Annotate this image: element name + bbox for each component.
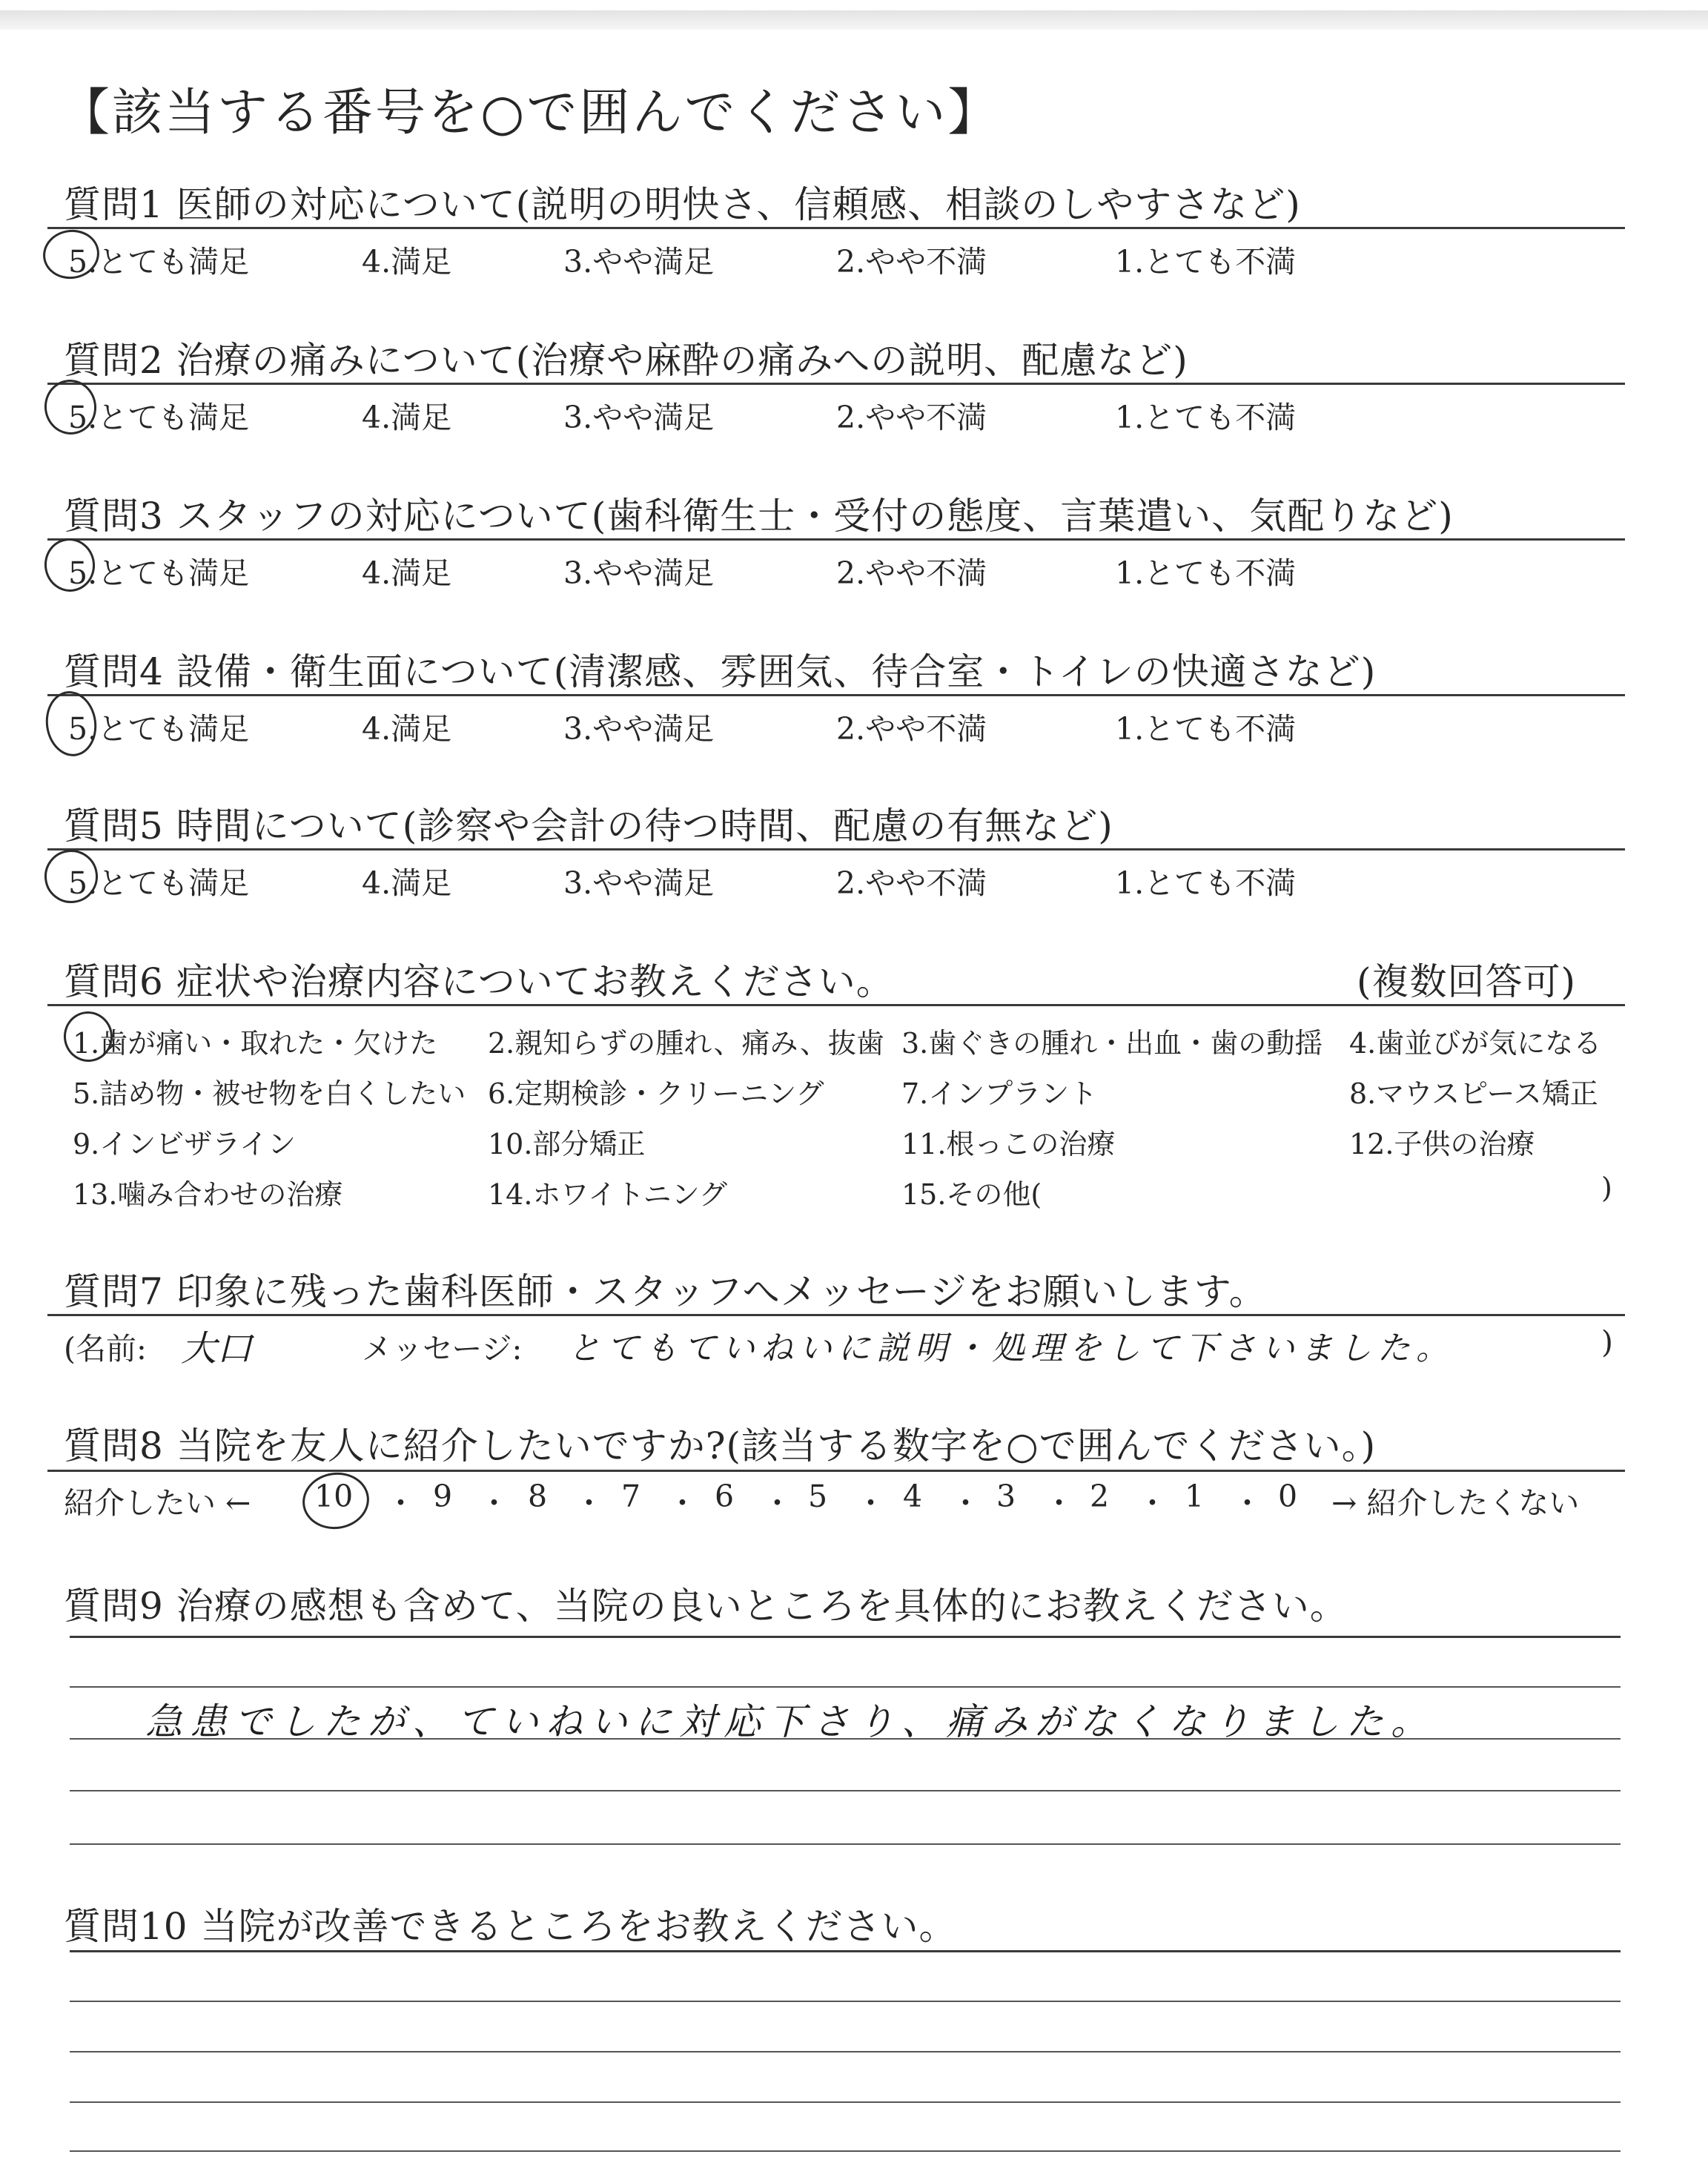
q8-scale-2[interactable]: 2 (1090, 1479, 1110, 1514)
question-3-title: 質問3 スタッフの対応について(歯科衛生士・受付の態度、言葉遣い、気配りなど) (64, 495, 1454, 538)
question-4-title: 質問4 設備・衛生面について(清潔感、雰囲気、待合室・トイレの快適さなど) (64, 650, 1377, 693)
q4-option-3[interactable]: 3.やや満足 (563, 711, 715, 747)
q6-item-15[interactable]: 15.その他( (901, 1178, 1042, 1211)
q5-option-2[interactable]: 2.やや不満 (836, 865, 987, 901)
q2-option-1[interactable]: 1.とても不満 (1115, 400, 1297, 435)
q6-item-7[interactable]: 7.インプラント (901, 1077, 1098, 1110)
q6-item-13[interactable]: 13.噛み合わせの治療 (73, 1178, 343, 1211)
q5-option-4[interactable]: 4.満足 (362, 865, 452, 901)
q1-option-1[interactable]: 1.とても不満 (1115, 244, 1297, 280)
q4-option-2[interactable]: 2.やや不満 (836, 711, 987, 747)
q10-answer-line-5 (70, 2150, 1621, 2152)
question-7-title: 質問7 印象に残った歯科医師・スタッフへメッセージをお願いします。 (64, 1270, 1267, 1313)
question-6-note: (複数回答可) (1357, 960, 1577, 1003)
q8-scale-6[interactable]: 6 (715, 1479, 735, 1514)
q8-scale-9[interactable]: 9 (433, 1479, 453, 1514)
q8-dot: ・ (1044, 1485, 1074, 1521)
q9-answer-line-5 (70, 1843, 1621, 1845)
q8-dot: ・ (762, 1485, 792, 1521)
question-2-rule (47, 383, 1625, 385)
page-heading: 【該当する番号を○で囲んでください】 (59, 84, 1001, 142)
question-5-title: 質問5 時間について(診察や会計の待つ時間、配慮の有無など) (64, 805, 1113, 848)
q6-item-6[interactable]: 6.定期検診・クリーニング (488, 1077, 824, 1110)
q8-dot: ・ (385, 1485, 416, 1521)
question-9-title: 質問9 治療の感想も含めて、当院の良いところを具体的にお教えください。 (64, 1585, 1348, 1628)
q4-option-1[interactable]: 1.とても不満 (1115, 711, 1297, 747)
q10-answer-line-2 (70, 2001, 1621, 2002)
q7-message-value[interactable]: とてもていねいに説明・処理をして下さいました。 (568, 1330, 1454, 1367)
q5-option-3[interactable]: 3.やや満足 (563, 865, 715, 901)
q8-scale-1[interactable]: 1 (1185, 1479, 1205, 1514)
q10-answer-line-4 (70, 2101, 1621, 2103)
q8-dot: ・ (1232, 1485, 1262, 1521)
q7-name-value[interactable]: 大口 (181, 1328, 253, 1370)
question-2-title: 質問2 治療の痛みについて(治療や麻酔の痛みへの説明、配慮など) (64, 339, 1188, 382)
q6-item-5[interactable]: 5.詰め物・被せ物を白くしたい (73, 1077, 466, 1110)
q8-dot: ・ (1137, 1485, 1168, 1521)
q1-option-5[interactable]: 5.とても満足 (68, 244, 250, 280)
q9-answer-line-1 (70, 1636, 1621, 1638)
q6-other-close: ) (1601, 1172, 1612, 1204)
q6-item-14[interactable]: 14.ホワイトニング (488, 1178, 728, 1211)
q3-option-5[interactable]: 5.とても満足 (68, 555, 250, 591)
question-7-rule (47, 1314, 1625, 1316)
question-1-rule (47, 227, 1625, 229)
q2-option-2[interactable]: 2.やや不満 (836, 400, 987, 435)
q9-answer-line-2 (70, 1686, 1621, 1688)
q7-close: ) (1601, 1324, 1613, 1360)
q6-item-9[interactable]: 9.インビザライン (73, 1128, 297, 1160)
q7-name-label: (名前: (64, 1331, 147, 1367)
q5-option-1[interactable]: 1.とても不満 (1115, 865, 1297, 901)
q6-item-1[interactable]: 1.歯が痛い・取れた・欠けた (73, 1027, 438, 1060)
question-6-title: 質問6 症状や治療内容についてお教えください。 (64, 960, 894, 1003)
q8-scale-10[interactable]: 10 (314, 1479, 354, 1514)
q1-option-4[interactable]: 4.満足 (362, 244, 452, 280)
q8-scale-7[interactable]: 7 (621, 1479, 641, 1514)
q3-option-2[interactable]: 2.やや不満 (836, 555, 987, 591)
q5-option-5[interactable]: 5.とても満足 (68, 865, 250, 901)
q8-dot: ・ (950, 1485, 981, 1521)
q7-message-label: メッセージ: (362, 1331, 523, 1367)
q3-option-3[interactable]: 3.やや満足 (563, 555, 715, 591)
q8-dot: ・ (855, 1485, 886, 1521)
q8-scale-4[interactable]: 4 (903, 1479, 923, 1514)
q8-scale-0[interactable]: 0 (1278, 1479, 1298, 1514)
q3-option-1[interactable]: 1.とても不満 (1115, 555, 1297, 591)
question-10-title: 質問10 当院が改善できるところをお教えください。 (64, 1905, 957, 1948)
q8-dot: ・ (574, 1485, 604, 1521)
question-8-rule (47, 1470, 1625, 1472)
question-3-rule (47, 538, 1625, 541)
q8-left-label: 紹介したい ← (64, 1485, 251, 1521)
q8-dot: ・ (479, 1485, 509, 1521)
q6-item-4[interactable]: 4.歯並びが気になる (1349, 1027, 1602, 1060)
q2-option-3[interactable]: 3.やや満足 (563, 400, 715, 435)
q1-option-3[interactable]: 3.やや満足 (563, 244, 715, 280)
scan-edge (0, 10, 1708, 30)
q6-item-3[interactable]: 3.歯ぐきの腫れ・出血・歯の動揺 (901, 1027, 1323, 1060)
question-6-rule (47, 1004, 1625, 1006)
q9-answer-line-4 (70, 1790, 1621, 1791)
q6-item-11[interactable]: 11.根っこの治療 (901, 1128, 1116, 1160)
q6-item-2[interactable]: 2.親知らずの腫れ、痛み、抜歯 (488, 1027, 884, 1060)
q9-answer-text[interactable]: 急患でしたが、ていねいに対応下さり、痛みがなくなりました。 (145, 1700, 1435, 1743)
q2-option-5[interactable]: 5.とても満足 (68, 400, 250, 435)
q10-answer-line-3 (70, 2051, 1621, 2052)
question-4-rule (47, 694, 1625, 696)
q6-item-12[interactable]: 12.子供の治療 (1349, 1128, 1535, 1160)
q3-option-4[interactable]: 4.満足 (362, 555, 452, 591)
q8-right-label: → 紹介したくない (1331, 1485, 1580, 1521)
question-5-rule (47, 848, 1625, 851)
q2-option-4[interactable]: 4.満足 (362, 400, 452, 435)
q10-answer-line-1 (70, 1950, 1621, 1952)
q4-option-5[interactable]: 5.とても満足 (68, 711, 250, 747)
q8-scale-5[interactable]: 5 (808, 1479, 828, 1514)
q8-dot: ・ (667, 1485, 698, 1521)
q6-item-8[interactable]: 8.マウスピース矯正 (1349, 1077, 1598, 1110)
q1-option-2[interactable]: 2.やや不満 (836, 244, 987, 280)
q8-scale-3[interactable]: 3 (996, 1479, 1016, 1514)
q6-item-10[interactable]: 10.部分矯正 (488, 1128, 646, 1160)
question-8-title: 質問8 当院を友人に紹介したいですか?(該当する数字を○で囲んでください。) (64, 1424, 1377, 1467)
q8-scale-8[interactable]: 8 (528, 1479, 548, 1514)
question-1-title: 質問1 医師の対応について(説明の明快さ、信頼感、相談のしやすさなど) (64, 183, 1301, 226)
q4-option-4[interactable]: 4.満足 (362, 711, 452, 747)
